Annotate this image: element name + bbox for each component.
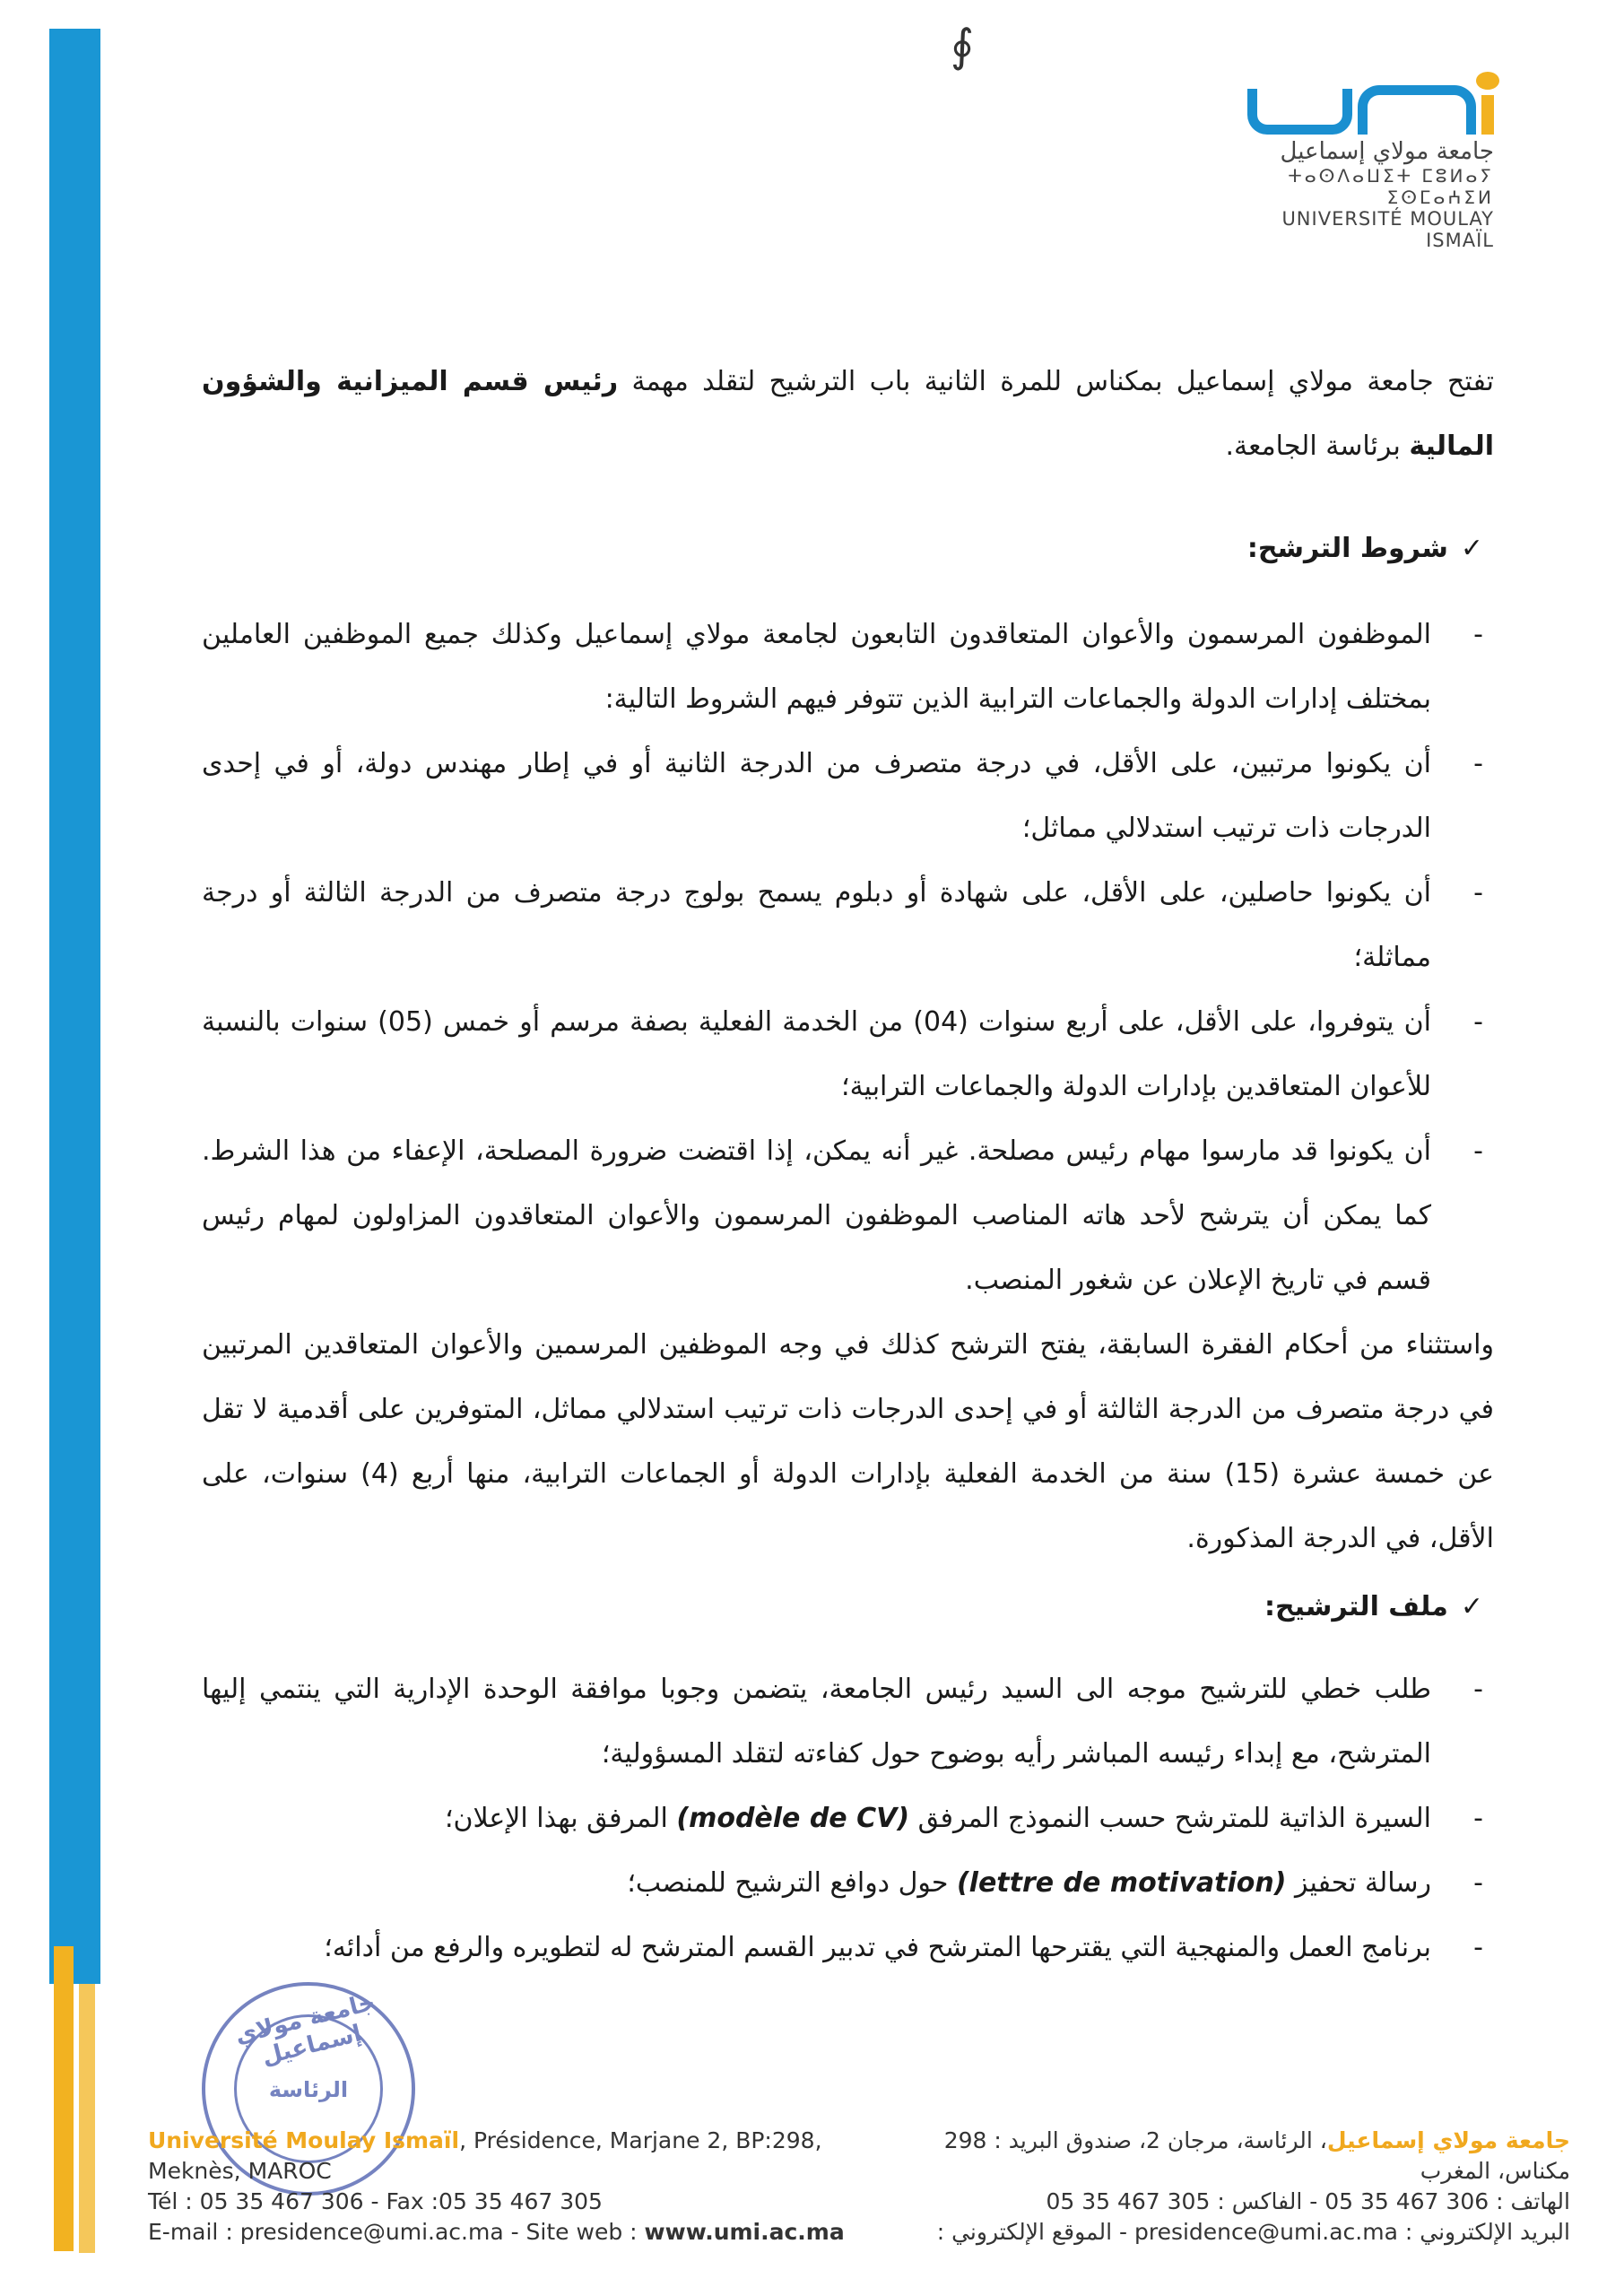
checkmark-icon: ✓ (1460, 533, 1483, 564)
umi-logo-mark (1207, 81, 1494, 135)
position-title: رئيس قسم الميزانية والشؤون المالية (202, 366, 1494, 462)
logo-french-name: UNIVERSITÉ MOULAY ISMAÏL (1281, 208, 1494, 251)
motivation-letter-note: (lettre de motivation) (956, 1867, 1287, 1899)
left-blue-bar (49, 29, 100, 1984)
exception-paragraph: واستثناء من أحكام الفقرة السابقة، يفتح الترشح كذلك في وجه الموظفين المرسمين والأعوان المتعاقدين المرتبين في درجة متصرف من الدرجة الثالثة أو في إحدى الدرجات ذات ترتيب استدلالي مماثل، المتوفرين على أقدمية لا تقل عن خمسة عشرة (15) سنة من الخدمة الفعلية بإدارات الدولة أو الجماعات الترابية، منها أربع (4) سنوات، على الأقل، في الدرجة المذكورة. (202, 1329, 1495, 1554)
footer-phone-arabic: الهاتف : 306 467 35 05 - الفاكس : 305 467 35 05 (1046, 2188, 1570, 2214)
logo-tifinagh-name: ⵜⴰⵙⴷⴰⵡⵉⵜ ⵎⵓⵍⴰⵢ ⵉⵙⵎⴰⵄⵉⵍ (1288, 165, 1494, 208)
footer-email-arabic: البريد الإلكتروني : presidence@umi.ac.ma - الموقع الإلكتروني : (936, 2219, 1570, 2245)
footer-city: Meknès, MAROC (148, 2158, 332, 2184)
list-item: - الموظفون المرسمون والأعوان المتعاقدون التابعون لجامعة مولاي إسماعيل وكذلك جميع الموظفين العاملين بمختلف إدارات الدولة والجماعات الترابية الذين تتوفر فيهم الشروط التالية: (202, 603, 1494, 732)
left-yellow-bar-light (79, 1984, 95, 2253)
footer-city-arabic: مكناس، المغرب (1420, 2158, 1570, 2184)
footer-phone: Tél : 05 35 467 306 - Fax :05 35 467 305 (148, 2188, 603, 2214)
intro-paragraph: تفتح جامعة مولاي إسماعيل بمكناس للمرة الثانية باب الترشيح لتقلد مهمة رئيس قسم الميزانية والشؤون المالية برئاسة الجامعة. (202, 366, 1494, 462)
footer (148, 2126, 1570, 2260)
footer-french: Université Moulay Ismaïl, Présidence, Marjane 2, BP:298, Meknès, MAROC Tél : 05 35 467 306 - Fax :05 35 467 305 E-mail : presidence@umi.ac.ma - Site web : www.umi.ac.ma (148, 2126, 856, 2248)
list-item: - أن يكونوا قد مارسوا مهام رئيس مصلحة. غير أنه يمكن، إذا اقتضت ضرورة المصلحة، الإعفاء من هذا الشرط. كما يمكن أن يترشح لأحد هاته المناصب الموظفون المرسمون والأعوان المتعاقدون المزاولون لمهام رئيس قسم في تاريخ الإعلان عن شغور المنصب. (202, 1119, 1494, 1313)
footer-arabic: جامعة مولاي إسماعيل، الرئاسة، مرجان 2، صندوق البريد : 298 مكناس، المغرب الهاتف : 306 467 35 05 - الفاكس : 305 467 35 05 البريد الإلكتروني : presidence@umi.ac.ma - الموقع الإلكتروني : (853, 2126, 1570, 2248)
list-item: - طلب خطي للترشيح موجه الى السيد رئيس الجامعة، يتضمن وجوبا موافقة الوحدة الإدارية التي ينتمي إليها المترشح، مع إبداء رئيسه المباشر رأيه بوضوح حول كفاءته لتقلد المسؤولية؛ (202, 1657, 1494, 1787)
handwritten-mark: ∮ (951, 20, 975, 72)
section-file-heading: ✓ملف الترشيح: (1264, 1591, 1483, 1622)
list-item: - أن يتوفروا، على الأقل، على أربع سنوات (04) من الخدمة الفعلية بصفة مرسم أو خمس (05) سنوات بالنسبة للأعوان المتعاقدين بإدارات الدولة والجماعات الترابية؛ (202, 990, 1494, 1119)
website-link[interactable]: www.umi.ac.ma (644, 2219, 845, 2245)
list-item: - السيرة الذاتية للمترشح حسب النموذج المرفق (modèle de CV) المرفق بهذا الإعلان؛ (202, 1787, 1494, 1851)
cv-model-note: (modèle de CV) (676, 1803, 910, 1834)
conditions-list (202, 603, 1494, 1313)
university-logo (1207, 81, 1494, 251)
left-yellow-bar (54, 1946, 74, 2251)
list-item: - أن يكونوا مرتبين، على الأقل، في درجة متصرف من الدرجة الثانية أو في إطار مهندس دولة، أو في إحدى الدرجات ذات ترتيب استدلالي مماثل؛ (202, 732, 1494, 861)
checkmark-icon: ✓ (1460, 1591, 1483, 1622)
footer-brand: Université Moulay Ismaïl (148, 2127, 460, 2153)
official-stamp: جامعة مولاي إسماعيل الرئاسة (202, 1982, 415, 2196)
list-item: - برنامج العمل والمنهجية التي يقترحها المترشح في تدبير القسم المترشح له لتطويره والرفع من أدائه؛ (202, 1916, 1494, 1980)
list-item: - رسالة تحفيز (lettre de motivation) حول دوافع الترشيح للمنصب؛ (202, 1851, 1494, 1916)
list-item: - أن يكونوا حاصلين، على الأقل، على شهادة أو دبلوم يسمح بولوج درجة متصرف من الدرجة الثالثة أو درجة مماثلة؛ (202, 861, 1494, 990)
section-conditions-heading: ✓شروط الترشح: (1246, 533, 1483, 564)
document-body (202, 350, 1494, 1980)
footer-brand-arabic: جامعة مولاي إسماعيل (1326, 2127, 1570, 2153)
file-list (202, 1657, 1494, 1980)
logo-arabic-name: جامعة مولاي إسماعيل (1280, 138, 1494, 165)
